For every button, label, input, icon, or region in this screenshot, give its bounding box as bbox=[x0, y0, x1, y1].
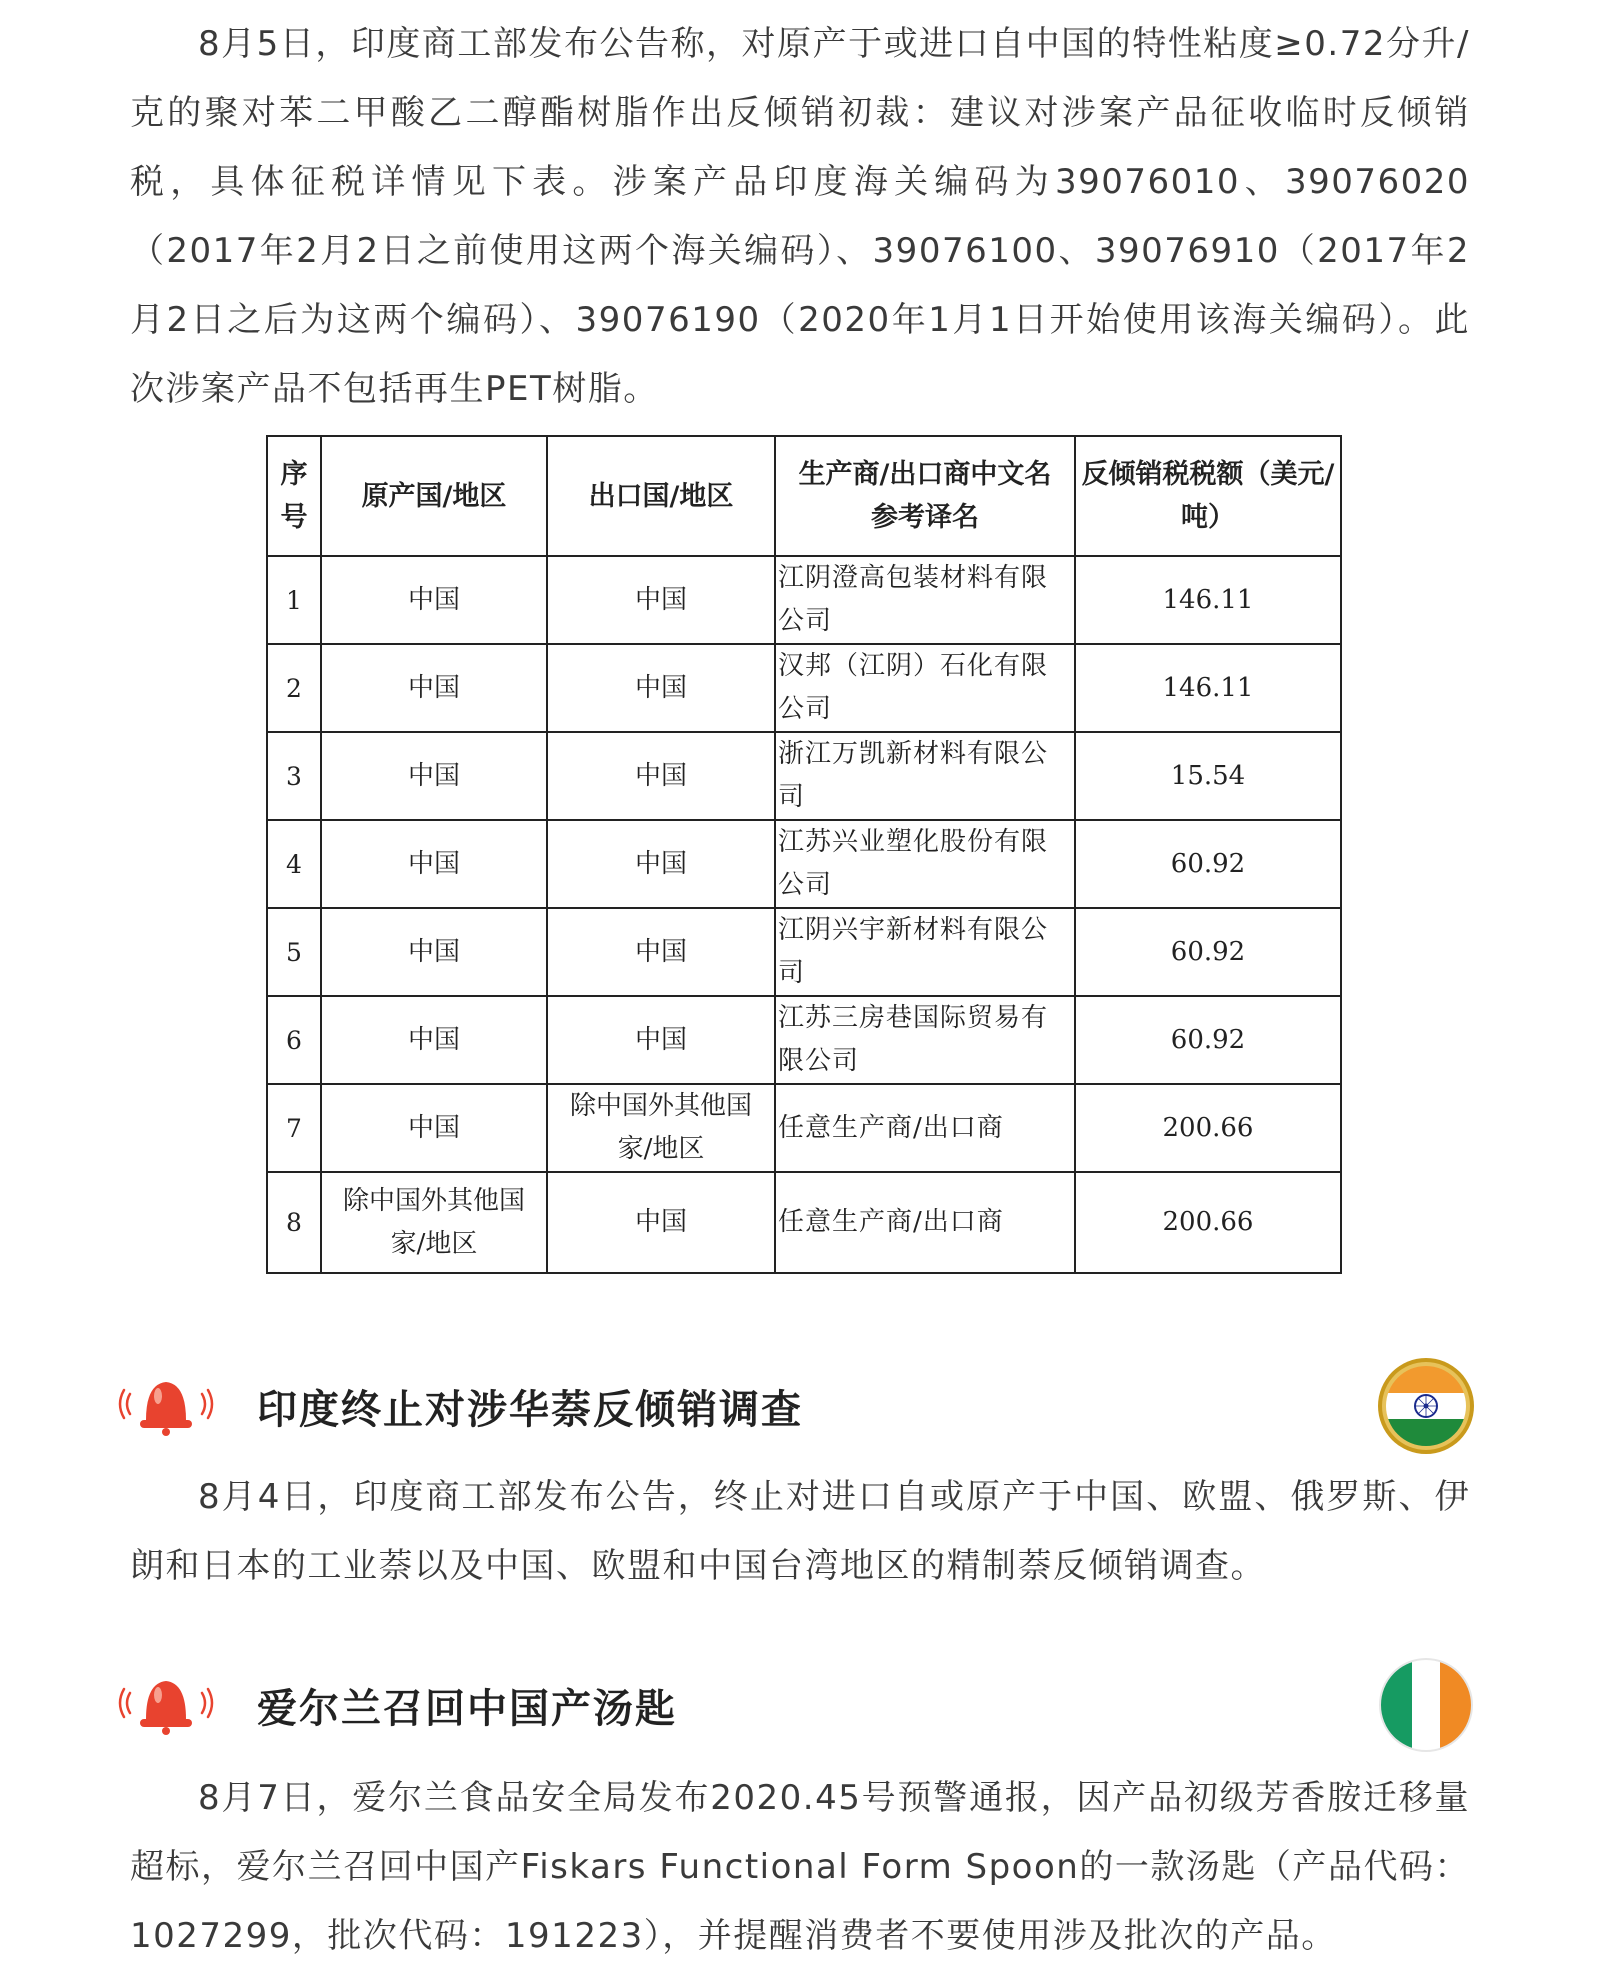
header-producer: 生产商/出口商中文名参考译名 bbox=[775, 436, 1075, 556]
cell-duty-rate: 15.54 bbox=[1075, 732, 1341, 820]
cell-duty-rate: 146.11 bbox=[1075, 644, 1341, 732]
cell-export: 中国 bbox=[547, 820, 775, 908]
cell-origin: 中国 bbox=[321, 732, 547, 820]
cell-duty-rate: 200.66 bbox=[1075, 1084, 1341, 1172]
cell-producer: 江阴兴宇新材料有限公司 bbox=[775, 908, 1075, 996]
section-heading-ireland bbox=[0, 1655, 1598, 1755]
cell-export: 除中国外其他国家/地区 bbox=[547, 1084, 775, 1172]
cell-duty-rate: 60.92 bbox=[1075, 820, 1341, 908]
cell-export: 中国 bbox=[547, 1172, 775, 1273]
india-flag-icon bbox=[1376, 1356, 1476, 1456]
cell-origin: 中国 bbox=[321, 820, 547, 908]
alarm-bell-icon bbox=[116, 1675, 216, 1735]
cell-origin: 中国 bbox=[321, 1084, 547, 1172]
cell-producer: 江苏兴业塑化股份有限公司 bbox=[775, 820, 1075, 908]
cell-serial: 5 bbox=[267, 908, 321, 996]
cell-serial: 8 bbox=[267, 1172, 321, 1273]
cell-export: 中国 bbox=[547, 908, 775, 996]
cell-producer: 汉邦（江阴）石化有限公司 bbox=[775, 644, 1075, 732]
header-origin: 原产国/地区 bbox=[321, 436, 547, 556]
anti-dumping-duty-table bbox=[266, 435, 1342, 1274]
cell-export: 中国 bbox=[547, 556, 775, 644]
cell-duty-rate: 60.92 bbox=[1075, 908, 1341, 996]
cell-producer: 浙江万凯新材料有限公司 bbox=[775, 732, 1075, 820]
cell-origin: 中国 bbox=[321, 908, 547, 996]
cell-producer: 任意生产商/出口商 bbox=[775, 1084, 1075, 1172]
cell-origin: 除中国外其他国家/地区 bbox=[321, 1172, 547, 1273]
ireland-flag-icon bbox=[1376, 1655, 1476, 1755]
cell-serial: 3 bbox=[267, 732, 321, 820]
section-title: 印度终止对涉华萘反倾销调查 bbox=[257, 1387, 803, 1433]
header-serial: 序号 bbox=[267, 436, 321, 556]
section-title: 爱尔兰召回中国产汤匙 bbox=[257, 1686, 677, 1732]
table-header-row bbox=[267, 436, 1341, 556]
table-row bbox=[267, 908, 1341, 996]
ireland-paragraph bbox=[130, 1764, 1470, 1971]
india-paragraph bbox=[130, 1463, 1470, 1601]
table-row bbox=[267, 1172, 1341, 1273]
cell-origin: 中国 bbox=[321, 996, 547, 1084]
intro-text: 8月5日，印度商工部发布公告称，对原产于或进口自中国的特性粘度≥0.72分升/克的聚对苯二甲酸乙二醇酯树脂作出反倾销初裁：建议对涉案产品征收临时反倾销税，具体征税详情见下表。涉案产品印度海关编码为39076010、39076020（2017年2月2日之前使用这两个海关编码）、39076100、39076910（2017年2月2日之后为这两个编码）、39076190（2020年1月1日开始使用该海关编码）。此次涉案产品不包括再生PET树脂。 bbox=[130, 24, 1470, 409]
cell-serial: 6 bbox=[267, 996, 321, 1084]
table-row bbox=[267, 644, 1341, 732]
cell-serial: 7 bbox=[267, 1084, 321, 1172]
cell-export: 中国 bbox=[547, 732, 775, 820]
header-duty-rate: 反倾销税税额（美元/吨） bbox=[1075, 436, 1341, 556]
cell-export: 中国 bbox=[547, 644, 775, 732]
alarm-bell-icon bbox=[116, 1376, 216, 1436]
table-row bbox=[267, 996, 1341, 1084]
cell-producer: 任意生产商/出口商 bbox=[775, 1172, 1075, 1273]
cell-duty-rate: 60.92 bbox=[1075, 996, 1341, 1084]
cell-serial: 4 bbox=[267, 820, 321, 908]
cell-serial: 2 bbox=[267, 644, 321, 732]
ireland-text: 8月7日，爱尔兰食品安全局发布2020.45号预警通报，因产品初级芳香胺迁移量超标，爱尔兰召回中国产Fiskars Functional Form Spoon的一款汤匙（产品代码：1027299，批次代码：191223），并提醒消费者不要使用涉及批次的产品。 bbox=[130, 1778, 1470, 1956]
cell-serial: 1 bbox=[267, 556, 321, 644]
intro-paragraph bbox=[130, 10, 1470, 424]
cell-export: 中国 bbox=[547, 996, 775, 1084]
table-row bbox=[267, 556, 1341, 644]
india-text: 8月4日，印度商工部发布公告，终止对进口自或原产于中国、欧盟、俄罗斯、伊朗和日本的工业萘以及中国、欧盟和中国台湾地区的精制萘反倾销调查。 bbox=[130, 1477, 1470, 1586]
cell-producer: 江苏三房巷国际贸易有限公司 bbox=[775, 996, 1075, 1084]
table-row bbox=[267, 820, 1341, 908]
cell-duty-rate: 200.66 bbox=[1075, 1172, 1341, 1273]
cell-duty-rate: 146.11 bbox=[1075, 556, 1341, 644]
cell-origin: 中国 bbox=[321, 556, 547, 644]
cell-producer: 江阴澄高包装材料有限公司 bbox=[775, 556, 1075, 644]
table-row bbox=[267, 732, 1341, 820]
section-heading-india bbox=[0, 1356, 1598, 1456]
table-row bbox=[267, 1084, 1341, 1172]
header-export: 出口国/地区 bbox=[547, 436, 775, 556]
cell-origin: 中国 bbox=[321, 644, 547, 732]
